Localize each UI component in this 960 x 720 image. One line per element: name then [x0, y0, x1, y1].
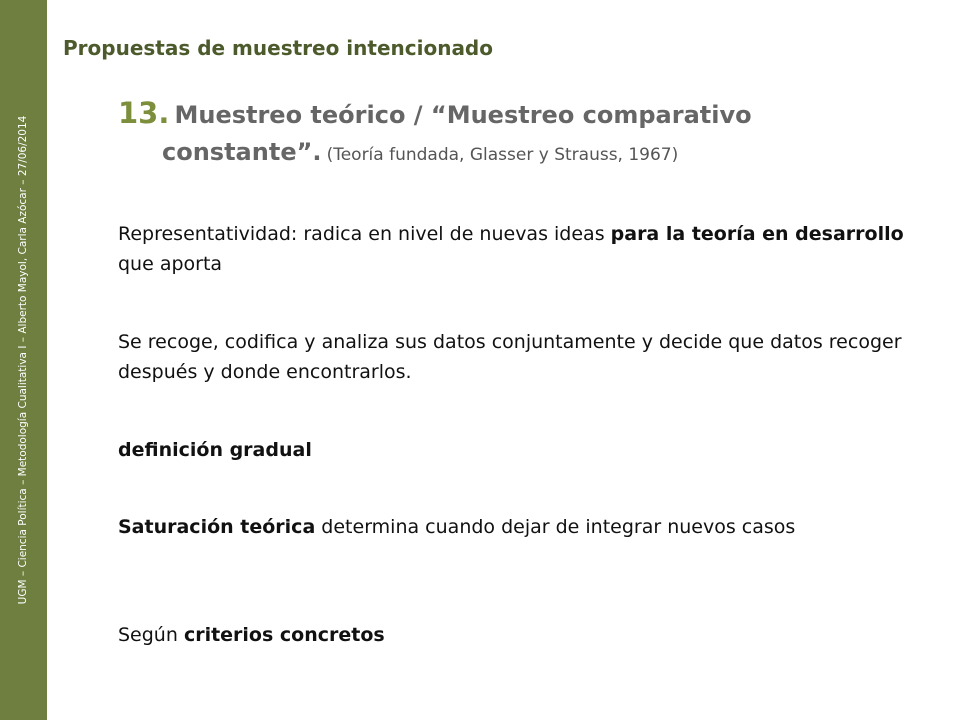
slide-title: Propuestas de muestreo intencionado: [63, 36, 493, 60]
p5-text: Según: [118, 624, 184, 646]
p5-bold: criterios concretos: [183, 624, 385, 646]
section-title-line2: constante”.: [162, 138, 322, 166]
p2-text: Se recoge, codifica y analiza sus datos conjuntamente y decide que datos recoger después y donde encontrarlos.: [118, 331, 902, 383]
p1-bold: para la teoría en desarrollo: [610, 223, 904, 245]
sidebar-footer-text: UGM – Ciencia Política – Metodología Cualitativa I – Alberto Mayol, Carla Azócar – 27/06/2014: [17, 115, 29, 605]
section-citation: (Teoría fundada, Glasser y Strauss, 1967): [326, 145, 679, 165]
p3-bold: definición gradual: [118, 439, 312, 461]
section-heading: [118, 94, 918, 174]
section-title-line2-wrap: [118, 133, 918, 174]
paragraph-recoge: [118, 327, 908, 387]
p1-text-c: que aporta: [118, 253, 223, 275]
paragraph-definicion: [118, 435, 908, 465]
paragraph-representatividad: [118, 219, 908, 279]
section-title-line1: Muestreo teórico / “Muestreo comparativo: [174, 101, 752, 129]
section-number: 13.: [118, 96, 170, 130]
p4-text: determina cuando dejar de integrar nuevos casos: [315, 516, 796, 538]
p4-bold: Saturación teórica: [118, 516, 316, 538]
paragraph-saturacion: [118, 512, 908, 542]
p1-text-a: Representatividad: radica en nivel de nuevas ideas: [118, 223, 611, 245]
paragraph-criterios: [118, 620, 908, 650]
sidebar-band: [0, 0, 47, 720]
